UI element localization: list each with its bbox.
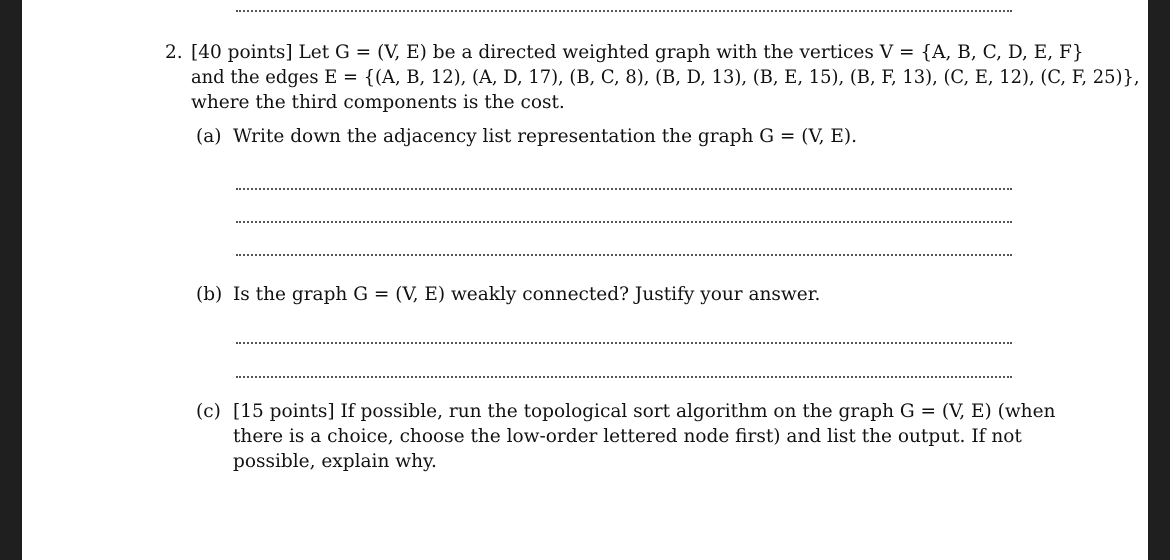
problem-statement-line-1: [40 points] Let G = (V, E) be a directed weighted graph with the vertices V = {A, B, C, D, E, F}	[191, 42, 1084, 63]
problem-statement-line-2: and the edges E = {(A, B, 12), (A, D, 17), (B, C, 8), (B, D, 13), (B, E, 15), (B, F, 13), (C, E, 12), (C, F, 25)},	[191, 67, 1140, 88]
answer-line-a-3	[236, 254, 1012, 256]
answer-line-a-2	[236, 221, 1012, 223]
problem-number: 2.	[165, 42, 183, 63]
answer-line-top	[236, 10, 1012, 12]
part-b-label: (b)	[196, 284, 223, 305]
part-b-text: Is the graph G = (V, E) weakly connected? Justify your answer.	[233, 284, 821, 305]
answer-line-b-2	[236, 376, 1012, 378]
part-c-line-3: possible, explain why.	[233, 451, 437, 472]
part-a-label: (a)	[196, 126, 222, 147]
problem-statement-line-3: where the third components is the cost.	[191, 92, 565, 113]
part-a-text: Write down the adjacency list representation the graph G = (V, E).	[233, 126, 858, 147]
answer-line-a-1	[236, 188, 1012, 190]
part-c-line-1: [15 points] If possible, run the topological sort algorithm on the graph G = (V, E) (when	[233, 401, 1056, 422]
part-c-label: (c)	[196, 401, 221, 422]
part-c-line-2: there is a choice, choose the low-order lettered node first) and list the output. If not	[233, 426, 1022, 447]
answer-line-b-1	[236, 342, 1012, 344]
